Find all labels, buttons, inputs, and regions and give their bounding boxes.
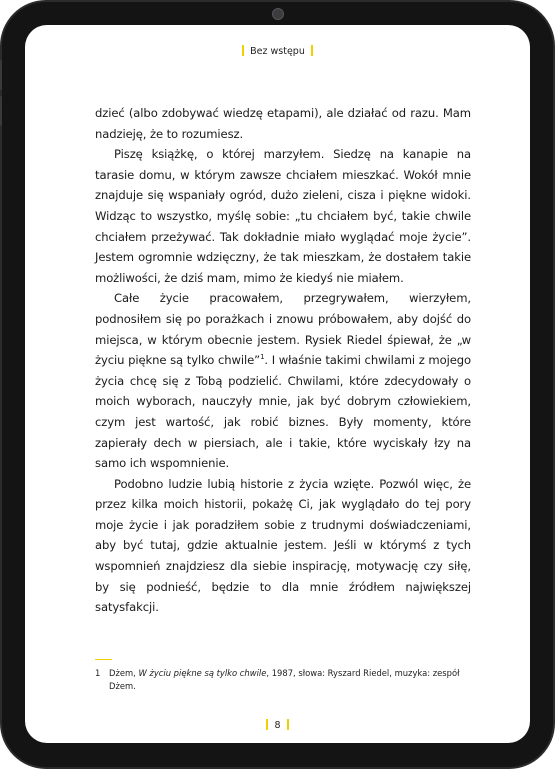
accent-bar — [242, 45, 244, 56]
footnote-number: 1 — [95, 668, 101, 678]
paragraph — [95, 288, 471, 473]
footnote-rule — [95, 659, 112, 660]
accent-bar — [311, 45, 313, 56]
book-page[interactable] — [25, 25, 530, 743]
paragraph: dzieć (albo zdobywać wiedzę etapami), ale działać od razu. Mam nadzieję, że to rozumiesz. — [95, 106, 471, 141]
page-body — [95, 103, 471, 618]
footnote-reference[interactable]: 1 — [260, 353, 265, 362]
page-number — [25, 719, 530, 731]
footnote-prefix: Dżem, — [109, 668, 139, 678]
running-header — [25, 45, 530, 57]
paragraph: Piszę książkę, o której marzyłem. Siedzę na kanapie na tarasie domu, w którym zawsze chciałem mieszkać. Wokół mnie znajduje się wspaniały ogród, dużo zieleni, cisza i piękne widoki. Widząc to wszystko, myślę sobie: „tu chciałem być, takie chwile chciałem przeżywać. Tak dokładnie miało wyglądać moje życie”. Jestem ogromnie wdzięczny, że tak mieszkam, że dostałem takie możliwości, że dziś mam, mimo że kiedyś nie miałem. — [95, 147, 471, 285]
paragraph-text: Całe życie pracowałem, przegrywałem, wierzyłem, podnosiłem się po porażkach i znowu próbowałem, aby dojść do miejsca, w którym obecnie jestem. Rysiek Riedel śpiewał, że „w życiu piękne są tylko chwile” — [95, 291, 471, 368]
header-title: Bez wstępu — [250, 46, 305, 57]
footnote-song-title: W życiu piękne są tylko chwile — [138, 668, 267, 678]
paragraph-text: . I właśnie takimi chwilami z mojego życia chcę się z Tobą podzielić. Chwilami, które zdecydowały o moich wyborach, nauczyły mnie, jak być dobrym człowiekiem, czym jest wartość, jak robić biznes. Były momenty, które zapierały dech w piersiach, ale i takie, które wyciskały łzy na samo ich wspomnienie. — [95, 353, 472, 471]
paragraph: Podobno ludzie lubią historie z życia wzięte. Pozwól więc, że przez kilka moich historii, pokażę Ci, jak wyglądało do tej pory moje życie i jak poradziłem sobie z trudnymi doświadczeniami, aby być tutaj, gdzie aktualnie jestem. Jeśli w którymś z tych wspomnień znajdziesz dla siebie inspirację, motywację czy siłę, by się podnieść, będzie to dla mnie źródłem największej satysfakcji. — [95, 476, 471, 615]
camera-icon — [272, 8, 284, 20]
page-number-value: 8 — [274, 720, 281, 731]
accent-bar — [266, 719, 268, 730]
footnote-suffix: , 1987, słowa: Ryszard Riedel, muzyka: zespół Dżem. — [109, 668, 460, 691]
accent-bar — [287, 719, 289, 730]
footnote — [95, 667, 471, 693]
